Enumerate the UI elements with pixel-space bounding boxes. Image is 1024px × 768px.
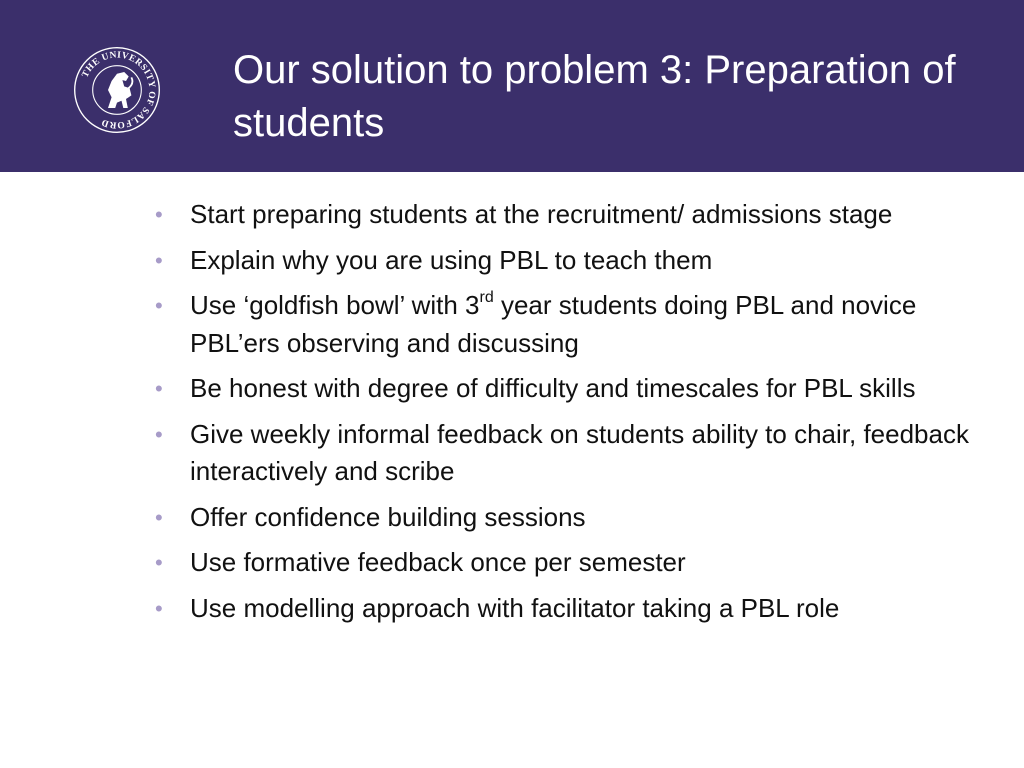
- bullet-text: Offer confidence building sessions: [190, 501, 586, 532]
- bullet-item: [152, 370, 972, 408]
- bullet-item: [152, 196, 972, 234]
- bullet-marker-icon: •: [155, 504, 163, 530]
- bullet-text: Give weekly informal feedback on students ability to chair, feedback interactively and scribe: [190, 418, 969, 486]
- bullet-item: [152, 544, 972, 582]
- bullet-marker-icon: •: [155, 293, 163, 318]
- bullet-text: Use modelling approach with facilitator taking a PBL role: [190, 592, 840, 623]
- svg-text:THE UNIVERSITY OF SALFORD: THE UNIVERSITY OF SALFORD: [80, 50, 157, 130]
- bullet-text-end: year students doing PBL and novice PBL’ers observing and discussing: [190, 290, 917, 358]
- bullet-text: Use formative feedback once per semester: [190, 547, 686, 577]
- university-of-salford-logo: [72, 45, 162, 135]
- bullet-text-start: Use ‘goldfish bowl’ with 3: [190, 290, 480, 320]
- bullet-item: [152, 242, 972, 280]
- bullet-marker-icon: •: [155, 376, 163, 401]
- bullet-item: [152, 416, 972, 491]
- ordinal-superscript: rd: [479, 289, 494, 307]
- bullet-item: [152, 590, 972, 628]
- bullet-text: Start preparing students at the recruitment/ admissions stage: [190, 199, 893, 229]
- bullet-text: Explain why you are using PBL to teach them: [190, 244, 713, 275]
- bullet-text: [190, 290, 916, 358]
- bullet-marker-icon: •: [155, 550, 163, 575]
- bullet-marker-icon: •: [155, 247, 163, 273]
- bullet-marker-icon: •: [155, 595, 163, 621]
- bullet-list: [152, 196, 972, 635]
- title-bar: [0, 0, 1024, 172]
- bullet-item: [152, 287, 972, 362]
- bullet-item: [152, 499, 972, 537]
- bullet-marker-icon: •: [155, 202, 163, 227]
- bullet-text: Be honest with degree of difficulty and timescales for PBL skills: [190, 373, 916, 403]
- slide-title: Our solution to problem 3: Preparation of students: [233, 48, 956, 145]
- bullet-marker-icon: •: [155, 421, 163, 447]
